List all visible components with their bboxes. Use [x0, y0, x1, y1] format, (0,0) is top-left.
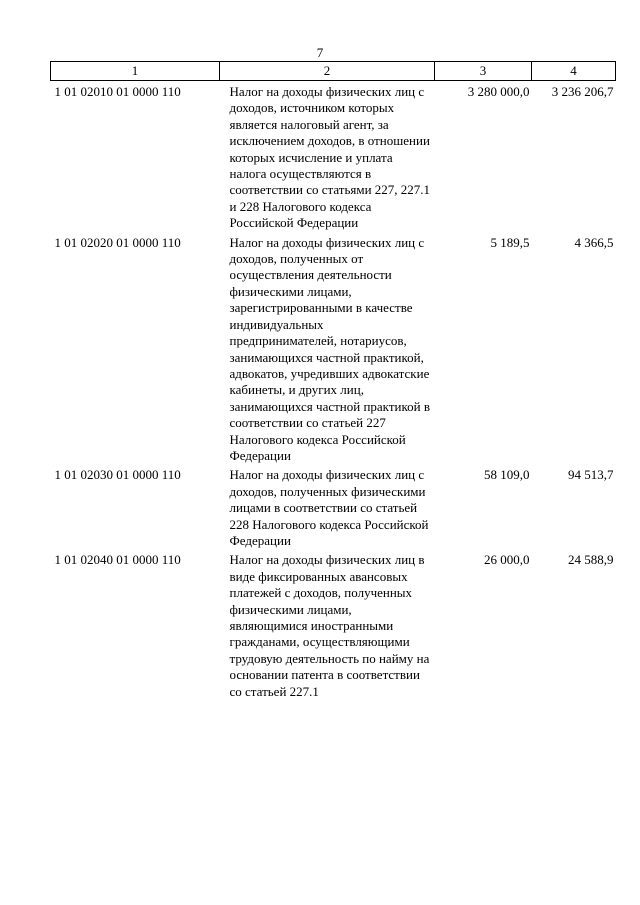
- row-code: 1 01 02040 01 0000 110: [54, 552, 181, 568]
- row-actual-value: 94 513,7: [568, 467, 614, 483]
- header-row: [51, 62, 616, 81]
- row-code: 1 01 02030 01 0000 110: [54, 467, 181, 483]
- header-col-3: 3: [435, 62, 532, 81]
- header-col-1: 1: [51, 62, 220, 81]
- row-actual-value: 4 366,5: [574, 234, 614, 250]
- row-actual-value: 3 236 206,7: [551, 84, 614, 99]
- table-body: [51, 81, 616, 701]
- row-plan-value: 26 000,0: [484, 552, 530, 568]
- row-description: Налог на доходы физических лиц с доходов, полученных физическими лицами в соответствии со статьей 228 Налогового кодекса Российской Федерации: [229, 467, 429, 548]
- revenue-table: [50, 61, 616, 700]
- page-number: 7: [316, 45, 324, 60]
- row-actual-value: 24 588,9: [568, 552, 614, 568]
- row-plan-value: 58 109,0: [484, 467, 530, 483]
- row-code: 1 01 02020 01 0000 110: [54, 234, 181, 250]
- row-plan-value: 5 189,5: [490, 234, 530, 250]
- table-row: [51, 81, 616, 232]
- row-description: Налог на доходы физических лиц в виде фиксированных авансовых платежей с доходов, полученных физическими лицами, являющимися иностранными гражданами, осуществляющими трудовую деятельность по найму на основании патента в соответствии со статьей 227.1: [229, 552, 430, 699]
- table-header: [51, 62, 616, 81]
- row-code: 1 01 02010 01 0000 110: [54, 84, 181, 99]
- row-description: Налог на доходы физических лиц с доходов, источником которых является налоговый агент, за исключением доходов, в отношении которых исчисление и уплата налога осуществляются в соответствии со статьями 227, 227.1 и 228 Налогового кодекса Российской Федерации: [229, 84, 431, 231]
- header-col-4: 4: [532, 62, 616, 81]
- row-plan-value: 3 280 000,0: [467, 84, 530, 99]
- table-row: [51, 464, 616, 549]
- header-col-2: 2: [220, 62, 435, 81]
- table-row: [51, 549, 616, 700]
- row-description: Налог на доходы физических лиц с доходов, полученных от осуществления деятельности физическими лицами, зарегистрированными в качестве индивидуальных предпринимателей, нотариусов, занимающихся частной практикой, адвокатов, учредивших адвокатские кабинеты, и других лиц, занимающихся частной практикой в соответствии со статьей 227 Налогового кодекса Российской Федерации: [229, 234, 430, 463]
- table-row: [51, 232, 616, 465]
